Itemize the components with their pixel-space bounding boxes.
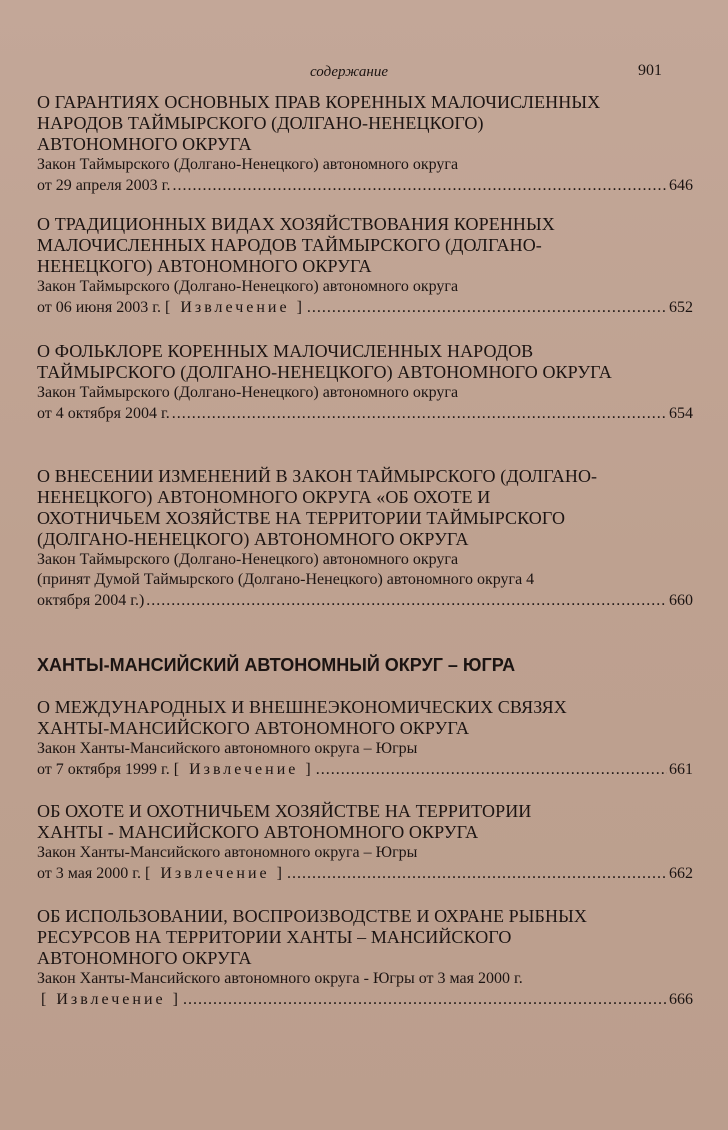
entry-date: от 7 октября 1999 г. — [37, 761, 170, 778]
dot-leader — [287, 863, 667, 884]
entry-leader — [37, 863, 693, 884]
entry-leader — [37, 403, 693, 424]
entry-note: [ Извлечение ] — [173, 761, 314, 778]
dot-leader — [316, 759, 667, 780]
entry-date: от 06 июня 2003 г. — [37, 299, 161, 316]
entry-date: от 3 мая 2000 г. — [37, 865, 142, 882]
entry-leader — [37, 590, 693, 611]
dot-leader — [183, 989, 667, 1010]
toc-entry — [37, 92, 693, 196]
entry-title-line: НЕНЕЦКОГО) АВТОНОМНОГО ОКРУГА — [37, 256, 372, 276]
entry-note: [ Извлечение ] — [145, 865, 285, 882]
entry-title-line: АВТОНОМНОГО ОКРУГА — [37, 948, 252, 968]
entry-page: 662 — [669, 865, 693, 882]
entry-leader — [37, 297, 693, 318]
entry-title-line: НЕНЕЦКОГО) АВТОНОМНОГО ОКРУГА «ОБ ОХОТЕ И — [37, 487, 491, 507]
entry-title-line: (ДОЛГАНО-НЕНЕЦКОГО) АВТОНОМНОГО ОКРУГА — [37, 529, 469, 549]
entry-title-line: ОХОТНИЧЬЕМ ХОЗЯЙСТВЕ НА ТЕРРИТОРИИ ТАЙМЫРСКОГО — [37, 508, 566, 528]
entry-note: [ Извлечение ] — [41, 991, 181, 1008]
running-head — [0, 60, 728, 84]
page-number: 901 — [638, 62, 662, 79]
entry-title-line: ХАНТЫ - МАНСИЙСКОГО АВТОНОМНОГО ОКРУГА — [37, 822, 479, 842]
toc-entry — [37, 214, 693, 318]
entry-title-line: ТАЙМЫРСКОГО (ДОЛГАНО-НЕНЕЦКОГО) АВТОНОМНОГО ОКРУГА — [37, 362, 612, 382]
entry-leader — [37, 175, 693, 196]
entry-leader — [37, 989, 693, 1010]
entry-law: Закон Таймырского (Долгано-Ненецкого) автономного округа — [37, 384, 459, 401]
entry-title-line: РЕСУРСОВ НА ТЕРРИТОРИИ ХАНТЫ – МАНСИЙСКОГО — [37, 927, 512, 947]
entry-note: [ Извлечение ] — [164, 299, 305, 316]
entry-title-line: О ВНЕСЕНИИ ИЗМЕНЕНИЙ В ЗАКОН ТАЙМЫРСКОГО (ДОЛГАНО- — [37, 466, 598, 486]
dot-leader — [146, 590, 667, 611]
entry-law: Закон Ханты-Мансийского автономного округа - Югры от 3 мая 2000 г. — [37, 970, 523, 987]
entry-law: Закон Ханты-Мансийского автономного округа – Югры — [37, 740, 418, 757]
entry-title-line: О МЕЖДУНАРОДНЫХ И ВНЕШНЕЭКОНОМИЧЕСКИХ СВЯЗЯХ — [37, 697, 567, 717]
region-heading: ХАНТЫ-МАНСИЙСКИЙ АВТОНОМНЫЙ ОКРУГ – ЮГРА — [37, 655, 516, 675]
entry-law: Закон Таймырского (Долгано-Ненецкого) автономного округа — [37, 278, 459, 295]
entry-law: Закон Таймырского (Долгано-Ненецкого) автономного округа — [37, 156, 459, 173]
entry-date: октября 2004 г.) — [37, 592, 145, 609]
dot-leader — [307, 297, 667, 318]
entry-page: 654 — [669, 405, 693, 422]
toc-entry — [37, 697, 693, 780]
section-name: содержание — [310, 64, 388, 80]
entry-page: 666 — [669, 991, 693, 1008]
entry-date: от 29 апреля 2003 г. — [37, 177, 171, 194]
entry-page: 652 — [669, 299, 693, 316]
entry-title-line: МАЛОЧИСЛЕННЫХ НАРОДОВ ТАЙМЫРСКОГО (ДОЛГАНО- — [37, 235, 542, 255]
entry-title-line: ХАНТЫ-МАНСИЙСКОГО АВТОНОМНОГО ОКРУГА — [37, 718, 470, 738]
entry-page: 661 — [669, 761, 693, 778]
entry-title-line: ОБ ИСПОЛЬЗОВАНИИ, ВОСПРОИЗВОДСТВЕ И ОХРАНЕ РЫБНЫХ — [37, 906, 587, 926]
entry-title-line: О ГАРАНТИЯХ ОСНОВНЫХ ПРАВ КОРЕННЫХ МАЛОЧИСЛЕННЫХ — [37, 92, 601, 112]
toc-entry — [37, 341, 693, 424]
entry-date: от 4 октября 2004 г. — [37, 405, 170, 422]
entry-leader — [37, 759, 693, 780]
dot-leader — [172, 403, 667, 424]
toc-entry — [37, 906, 693, 1010]
entry-page: 660 — [669, 592, 693, 609]
entry-title-line: НАРОДОВ ТАЙМЫРСКОГО (ДОЛГАНО-НЕНЕЦКОГО) — [37, 113, 484, 133]
toc-entry — [37, 801, 693, 884]
entry-title-line: О ТРАДИЦИОННЫХ ВИДАХ ХОЗЯЙСТВОВАНИЯ КОРЕННЫХ — [37, 214, 555, 234]
entry-title-line: О ФОЛЬКЛОРЕ КОРЕННЫХ МАЛОЧИСЛЕННЫХ НАРОДОВ — [37, 341, 534, 361]
entry-law: Закон Таймырского (Долгано-Ненецкого) автономного округа — [37, 551, 459, 568]
toc-entry — [37, 466, 693, 611]
entry-title-line: АВТОНОМНОГО ОКРУГА — [37, 134, 252, 154]
entry-extra: (принят Думой Таймырского (Долгано-Ненецкого) автономного округа 4 — [37, 571, 535, 588]
dot-leader — [172, 175, 667, 196]
entry-law: Закон Ханты-Мансийского автономного округа – Югры — [37, 844, 418, 861]
entry-title-line: ОБ ОХОТЕ И ОХОТНИЧЬЕМ ХОЗЯЙСТВЕ НА ТЕРРИТОРИИ — [37, 801, 532, 821]
entry-page: 646 — [669, 177, 693, 194]
